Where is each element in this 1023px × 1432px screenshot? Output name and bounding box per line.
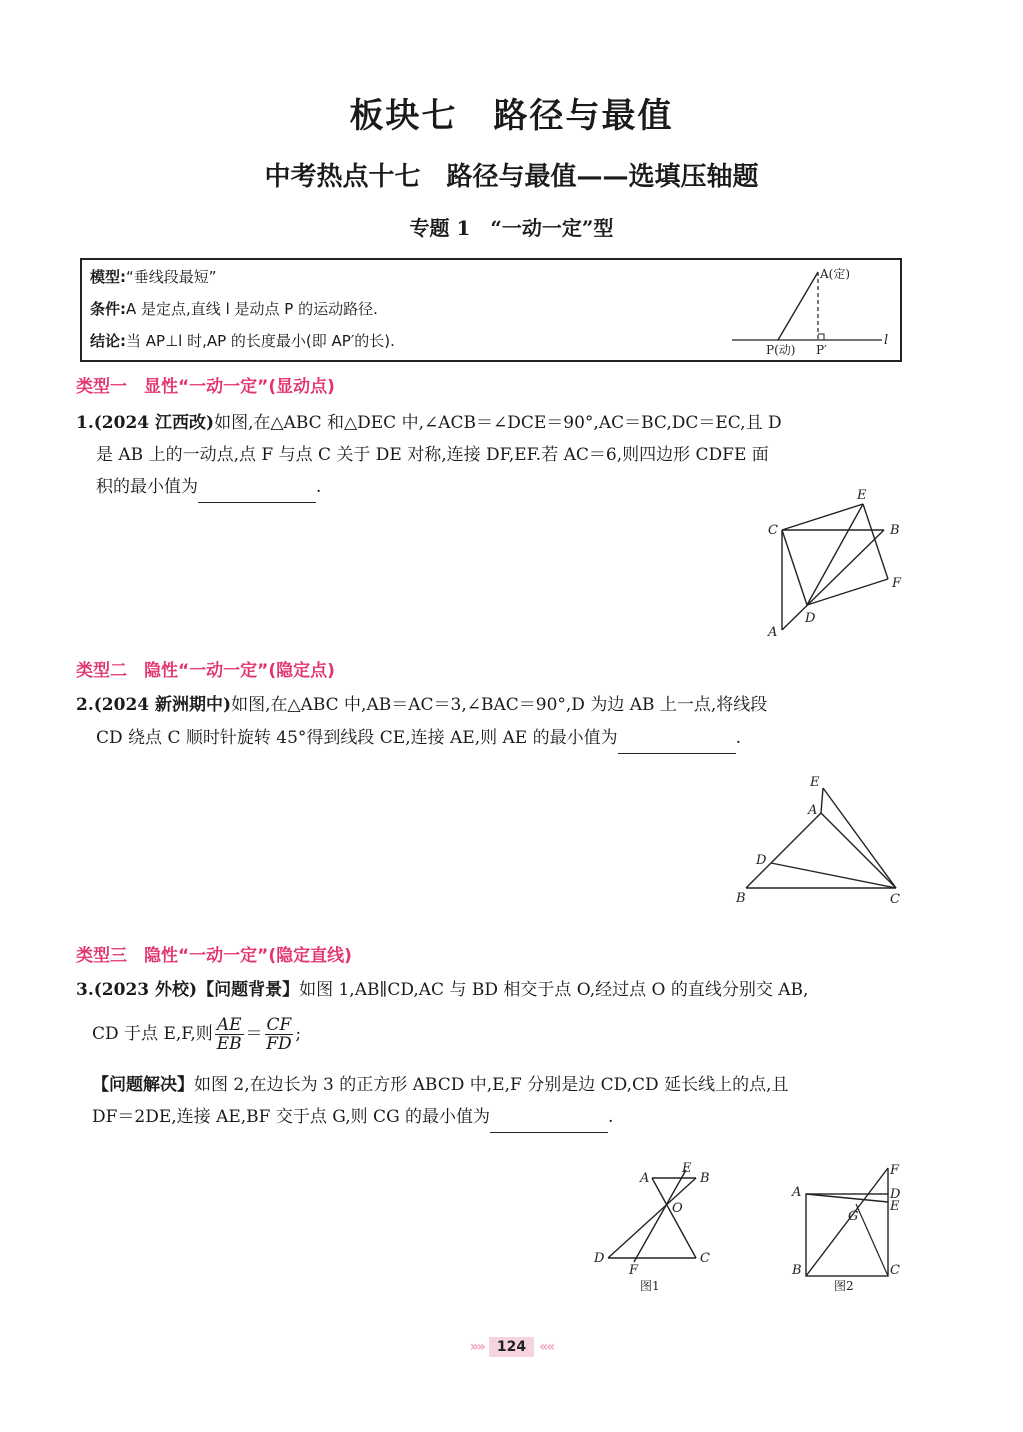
q3-number: 3.: [76, 980, 94, 1000]
q1-figure: [760, 484, 910, 644]
q3-solve-label: 【问题解决】: [92, 1075, 194, 1095]
fig1-label-f: F: [629, 1263, 639, 1278]
label-pp: P′: [816, 343, 827, 357]
q3-line4: [92, 1102, 613, 1133]
q3-bg-label: 【问题背景】: [197, 980, 300, 1000]
fig2-label-f: F: [890, 1163, 900, 1178]
q3-text3: 如图 2,在边长为 3 的正方形 ABCD 中,E,F 分别是边 CD,CD 延长线上的点,且: [194, 1075, 789, 1095]
label-l: l: [884, 333, 889, 348]
q2-text2: CD 绕点 C 顺时针旋转 45°得到线段 CE,连接 AE,则 AE 的最小值为: [96, 728, 618, 748]
section-1-title: 类型一 显性“一动一定”(显动点): [76, 377, 335, 397]
q1-label-f: F: [892, 576, 902, 591]
q2-source: (2024 新洲期中): [93, 695, 232, 715]
q3-line1: [76, 975, 808, 1006]
q2-label-d: D: [756, 853, 767, 868]
conclusion-label: 结论:: [90, 332, 126, 350]
model-box: [80, 258, 902, 362]
model-label: 模型:: [90, 268, 126, 286]
q3-period: .: [608, 1107, 614, 1127]
q2-answer-blank[interactable]: [618, 733, 736, 754]
fig2-label-d: D: [890, 1187, 901, 1202]
fig1-label-c: C: [700, 1251, 710, 1266]
q3-answer-blank[interactable]: [490, 1112, 608, 1133]
q2-number: 2.: [76, 695, 94, 715]
hotspot-title: 中考热点十七 路径与最值——选填压轴题: [264, 162, 759, 192]
q2-figure: [730, 770, 910, 910]
q2-line1: [76, 690, 767, 721]
left-arrows-icon: »»: [469, 1339, 484, 1355]
fraction-cf-fd: $\frac{CF}{FD}$: [266, 1015, 292, 1054]
q3-text4: DF＝2DE,连接 AE,BF 交于点 G,则 CG 的最小值为: [92, 1107, 491, 1127]
q1-label-e: E: [857, 488, 867, 503]
q3-semicolon: ;: [295, 1024, 302, 1044]
q2-period: .: [735, 728, 742, 748]
condition-text: A 是定点,直线 l 是动点 P 的运动路径.: [126, 300, 378, 318]
right-angle-mark: [818, 334, 824, 340]
fig2-label-e: E: [890, 1199, 900, 1214]
block-title: 板块七 路径与最值: [349, 96, 674, 136]
fig2-label-c: C: [890, 1263, 900, 1278]
q1-label-b: B: [890, 523, 900, 538]
q3-line3: [92, 1070, 788, 1101]
segment-ap: [778, 272, 818, 340]
q1-line3: [96, 472, 321, 503]
topic-title: 专题 1 “一动一定”型: [409, 216, 614, 240]
q1-label-a: A: [768, 625, 778, 640]
fig1-label-d: D: [594, 1251, 605, 1266]
q2-label-c: C: [890, 892, 900, 907]
q3-source: (2023 外校): [93, 980, 198, 1000]
q1-text1: 如图,在△ABC 和△DEC 中,∠ACB＝∠DCE＝90°,AC＝BC,DC＝EC,且 D: [214, 413, 782, 433]
q1-label-c: C: [768, 523, 778, 538]
fig2-label-b: B: [792, 1263, 802, 1278]
q2-label-b: B: [736, 891, 746, 906]
fig1-label-b: B: [700, 1171, 710, 1186]
page-number-footer: [0, 1336, 1023, 1357]
q3-figure-1: [586, 1158, 726, 1298]
q1-line1: [76, 408, 782, 439]
q1-number: 1.: [76, 413, 94, 433]
fig2-label-g: G: [848, 1209, 859, 1224]
q3-text1: 如图 1,AB∥CD,AC 与 BD 相交于点 O,经过点 O 的直线分别交 AB,: [299, 980, 809, 1000]
q1-answer-blank[interactable]: [198, 482, 316, 503]
section-3-title: 类型三 隐性“一动一定”(隐定直线): [76, 946, 352, 966]
q3-equals: ＝: [245, 1024, 263, 1044]
fig1-caption: 图1: [640, 1279, 660, 1293]
q1-source: (2024 江西改): [93, 413, 215, 433]
right-arrows-icon: ««: [539, 1339, 554, 1355]
model-line: [90, 266, 217, 287]
model-text: “垂线段最短”: [126, 268, 217, 286]
fig1-label-o: O: [672, 1201, 683, 1216]
q3-line2: [92, 1014, 301, 1054]
fig1-label-a: A: [640, 1171, 650, 1186]
condition-label: 条件:: [90, 300, 126, 318]
q1-label-d: D: [805, 611, 816, 626]
fig1-label-e: E: [682, 1161, 692, 1176]
conclusion-line: [90, 330, 395, 351]
q2-label-e: E: [810, 775, 820, 790]
q3-figure-2: [786, 1158, 916, 1298]
label-a: A(定): [820, 267, 851, 281]
q3-text2: CD 于点 E,F,则: [92, 1024, 213, 1044]
fraction-ae-eb: $\frac{AE}{EB}$: [216, 1015, 242, 1054]
page-number: 124: [489, 1337, 534, 1357]
q1-line2: 是 AB 上的一动点,点 F 与点 C 关于 DE 对称,连接 DF,EF.若 AC＝6,则四边形 CDFE 面: [96, 445, 769, 465]
condition-line: [90, 298, 378, 319]
q2-text1: 如图,在△ABC 中,AB＝AC＝3,∠BAC＝90°,D 为边 AB 上一点,将线段: [231, 695, 768, 715]
q2-line2: [96, 723, 741, 754]
fig2-caption: 图2: [834, 1279, 854, 1293]
q2-label-a: A: [808, 803, 818, 818]
model-figure: [722, 264, 898, 360]
q1-text3: 积的最小值为: [96, 477, 198, 497]
q1-period: .: [316, 477, 322, 497]
fig2-label-a: A: [792, 1185, 802, 1200]
conclusion-text: 当 AP⊥l 时,AP 的长度最小(即 AP′的长).: [126, 332, 395, 350]
label-p: P(动): [766, 343, 796, 357]
section-2-title: 类型二 隐性“一动一定”(隐定点): [76, 661, 335, 681]
